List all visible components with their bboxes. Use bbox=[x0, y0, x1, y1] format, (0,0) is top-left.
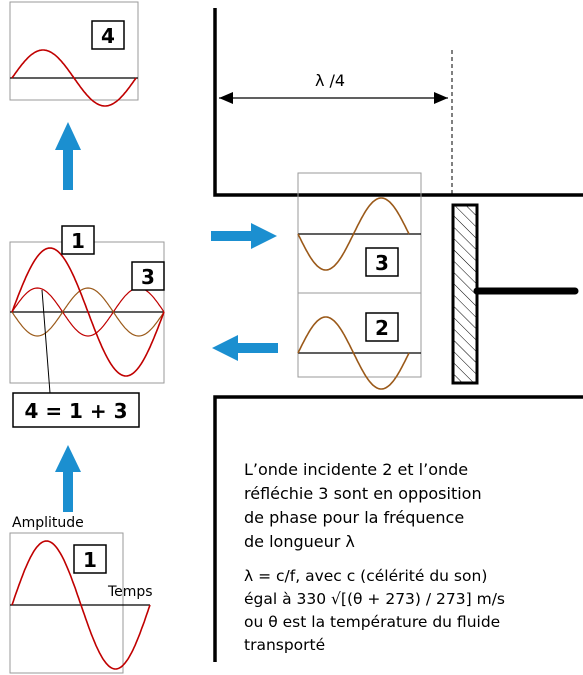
panel-top-label: 4 bbox=[101, 24, 115, 48]
duct-upper-wall bbox=[215, 8, 583, 195]
formula-line-3: ou θ est la température du fluide bbox=[244, 613, 501, 631]
dimension-arrow-head-right bbox=[434, 92, 448, 104]
panel-middle-label-a: 1 bbox=[71, 229, 85, 253]
piston-plate bbox=[453, 205, 477, 383]
arrow-right-incoming bbox=[211, 223, 277, 249]
arrow-up-bottom bbox=[55, 445, 81, 512]
reflected-label: 3 bbox=[375, 251, 389, 275]
panel-top-frame bbox=[10, 2, 138, 100]
duct-wave-frame bbox=[298, 173, 421, 377]
description-line-3: de phase pour la fréquence bbox=[244, 508, 465, 527]
arrow-left-reflected bbox=[212, 335, 278, 361]
incident-label: 2 bbox=[375, 316, 389, 340]
panel-middle-label-b: 3 bbox=[141, 265, 155, 289]
axis-amplitude-label: Amplitude bbox=[12, 515, 84, 531]
arrow-up-top bbox=[55, 122, 81, 190]
description-line-2: réfléchie 3 sont en opposition bbox=[244, 484, 482, 503]
dimension-arrow-head-left bbox=[219, 92, 233, 104]
formula-line-1: λ = c/f, avec c (célérité du son) bbox=[244, 567, 488, 585]
equation-text: 4 = 1 + 3 bbox=[24, 399, 128, 423]
description-line-1: L’onde incidente 2 et l’onde bbox=[244, 460, 469, 479]
axis-temps-label: Temps bbox=[108, 584, 153, 600]
formula-line-2: égal à 330 √[(θ + 273) / 273] m/s bbox=[244, 590, 506, 608]
panel-bottom-label: 1 bbox=[83, 548, 97, 572]
equation-pointer-line bbox=[42, 290, 50, 393]
formula-line-4: transporté bbox=[244, 636, 326, 654]
description-line-4: de longueur λ bbox=[244, 532, 355, 551]
dimension-label: λ /4 bbox=[314, 71, 346, 90]
